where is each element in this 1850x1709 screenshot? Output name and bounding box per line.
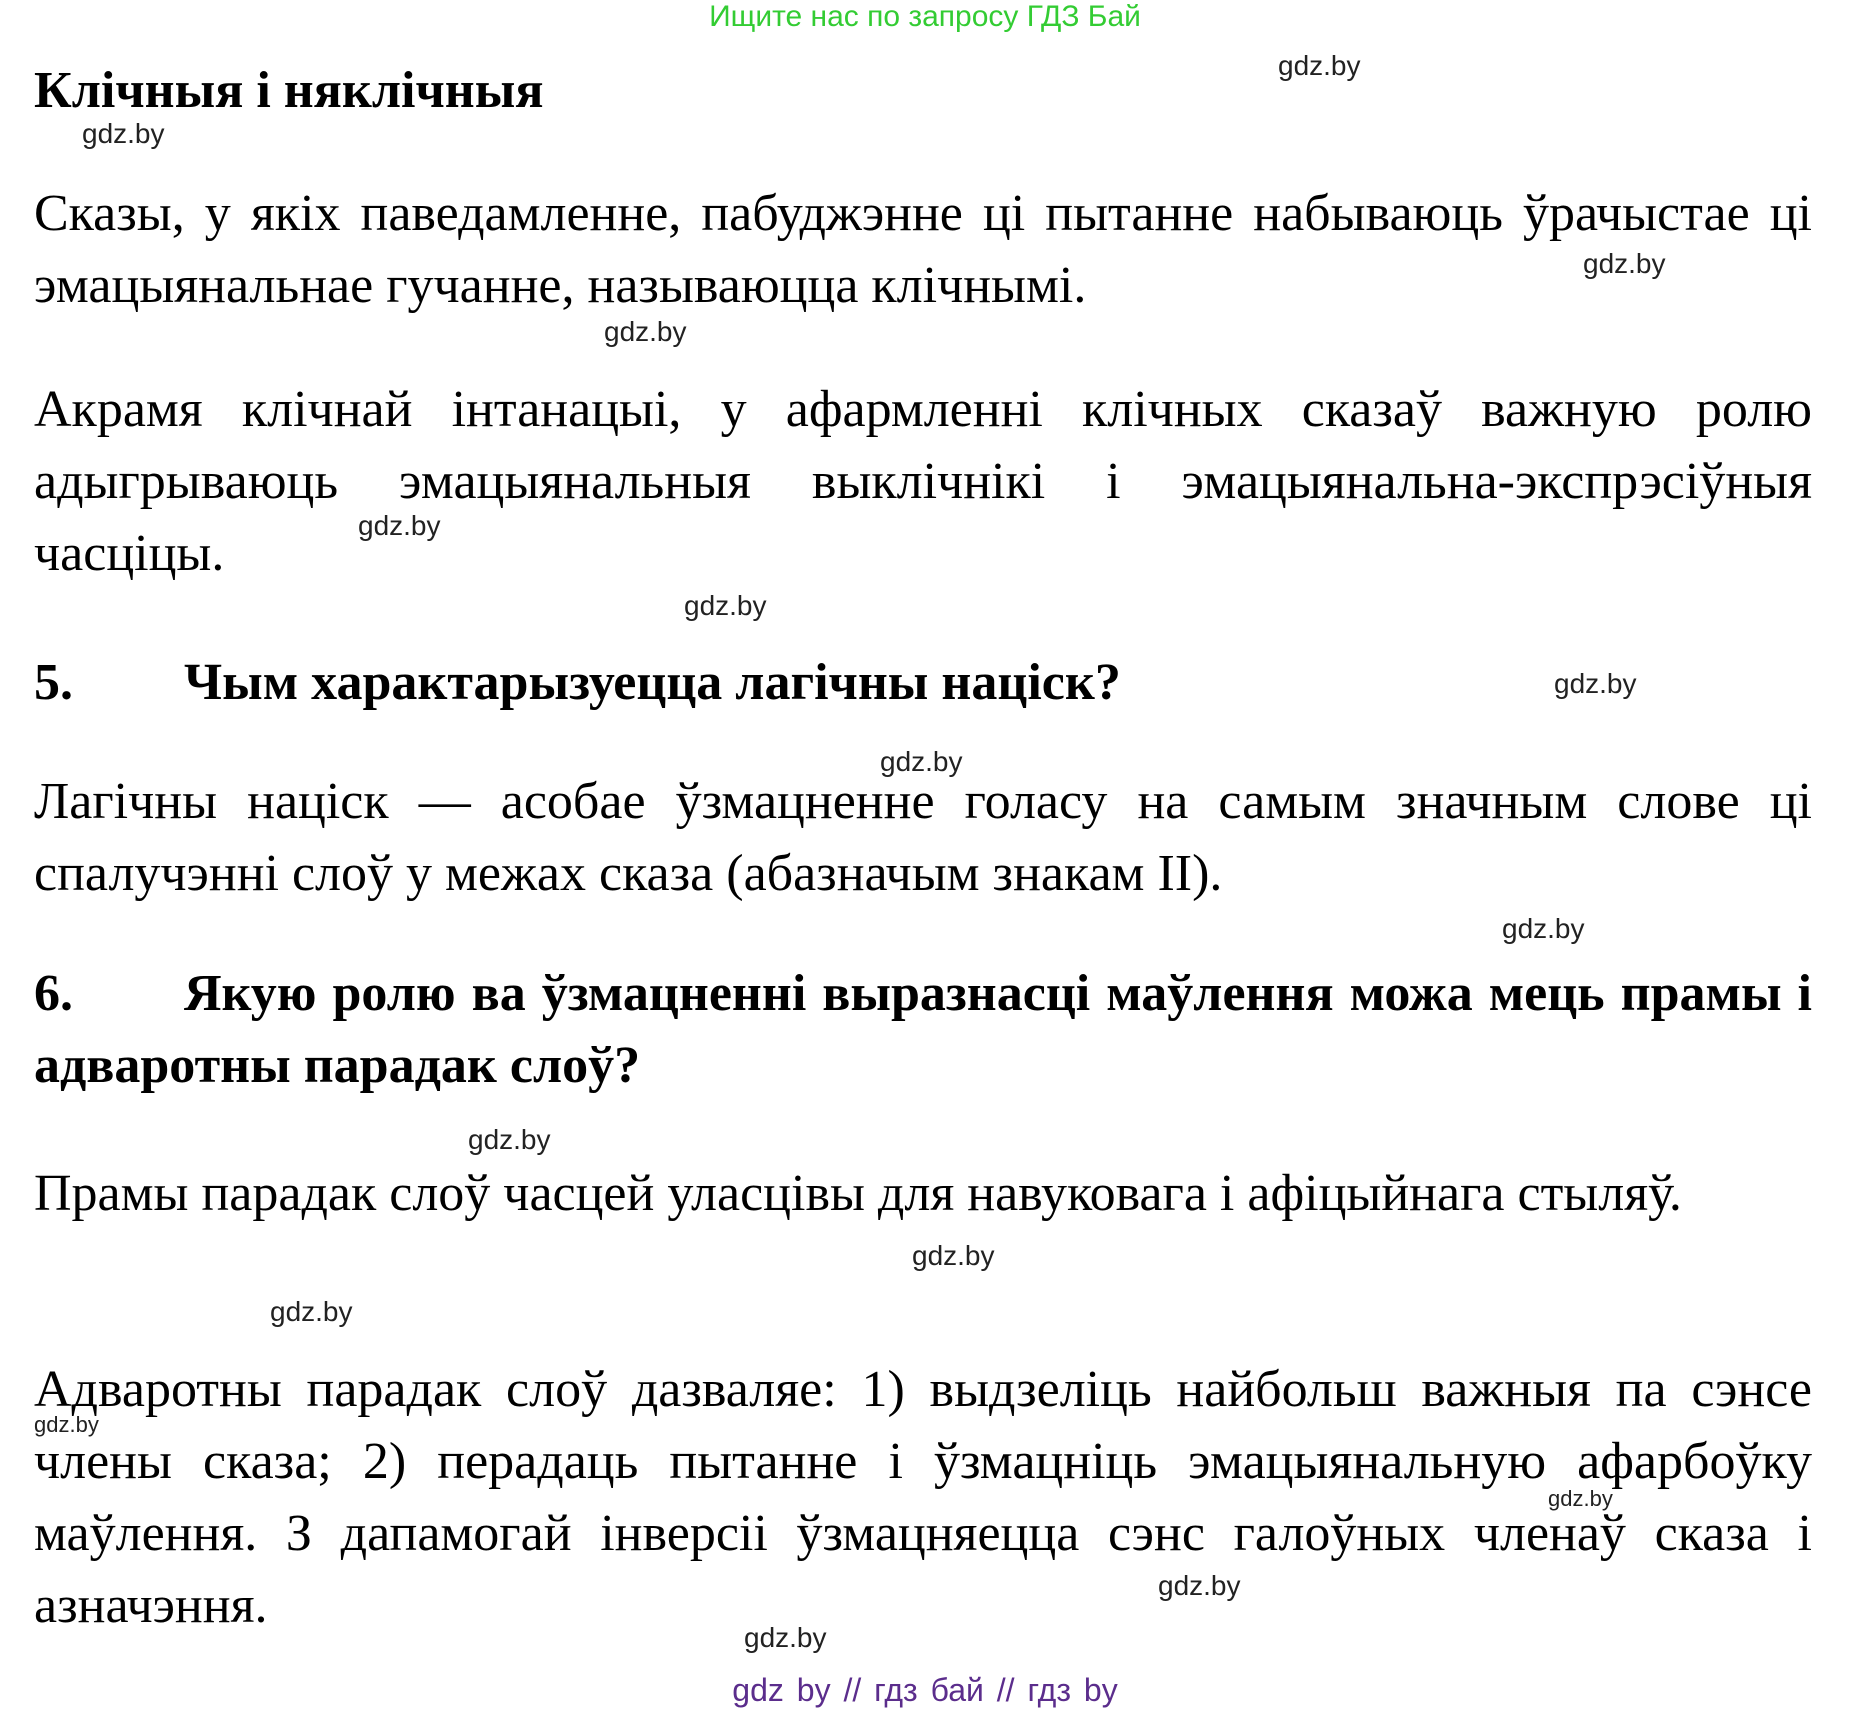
watermark: gdz.by <box>912 1240 995 1271</box>
watermark: gdz.by <box>744 1622 827 1653</box>
watermark: gdz.by <box>1583 248 1666 279</box>
answer-5: Лагічны націск — асобае ўзмацненне голасу на самым значным слове ці спалучэнні слоў у межах сказа (абазначым знакам ІІ). <box>34 773 1812 902</box>
question-6 <box>34 958 1812 1102</box>
footer-watermark: gdz by // гдз бай // гдз by <box>732 1672 1118 1708</box>
watermark: gdz.by <box>880 746 963 777</box>
watermark: gdz.by <box>270 1296 353 1327</box>
question-6-number: 6. <box>34 965 73 1022</box>
section-title: Клічныя і няклічныя <box>34 62 544 119</box>
question-5-number: 5. <box>34 654 73 711</box>
watermark: gdz.by <box>1278 50 1361 81</box>
answer-6-inverse-order: Адваротны парадак слоў дазваляе: 1) выдзеліць найбольш важныя па сэнсе члены сказа; 2) перадаць пытанне і ўзмацніць эмацыянальную афарбоўку маўлення. З дапамогай інверсіі ўзмацняецца сэнс галоўных членаў сказа і азначэння. <box>34 1361 1812 1634</box>
watermark: gdz.by <box>1554 668 1637 699</box>
watermark: gdz.by <box>34 1412 99 1437</box>
watermark: gdz.by <box>1158 1570 1241 1601</box>
paragraph-exclamatory-definition: Сказы, у якіх паведамленне, пабуджэнне ці пытанне набываюць ўрачыстае ці эмацыянальнае гучанне, называюцца клічнымі. <box>34 185 1812 314</box>
watermark: gdz.by <box>82 118 165 149</box>
question-5-text: Чым характарызуецца лагічны націск? <box>184 654 1121 711</box>
answer-6-direct-order: Прамы парадак слоў часцей уласцівы для навуковага і афіцыйнага стыляў. <box>34 1165 1682 1222</box>
watermark: gdz.by <box>468 1124 551 1155</box>
watermark: gdz.by <box>1502 913 1585 944</box>
question-6-text: Якую ролю ва ўзмацненні выразнасці маўлення можа мець прамы і адваротны парадак слоў? <box>34 965 1812 1094</box>
search-banner: Ищите нас по запросу ГДЗ Бай <box>709 0 1141 33</box>
watermark: gdz.by <box>604 316 687 347</box>
watermark: gdz.by <box>358 510 441 541</box>
paragraph-exclamatory-means: Акрамя клічнай інтанацыі, у афармленні клічных сказаў важную ролю адыгрываюць эмацыянальныя выклічнікі і эмацыянальна-экспрэсіўныя часціцы. <box>34 381 1812 582</box>
question-5 <box>34 647 1812 719</box>
watermark: gdz.by <box>1548 1486 1613 1511</box>
watermark: gdz.by <box>684 590 767 621</box>
